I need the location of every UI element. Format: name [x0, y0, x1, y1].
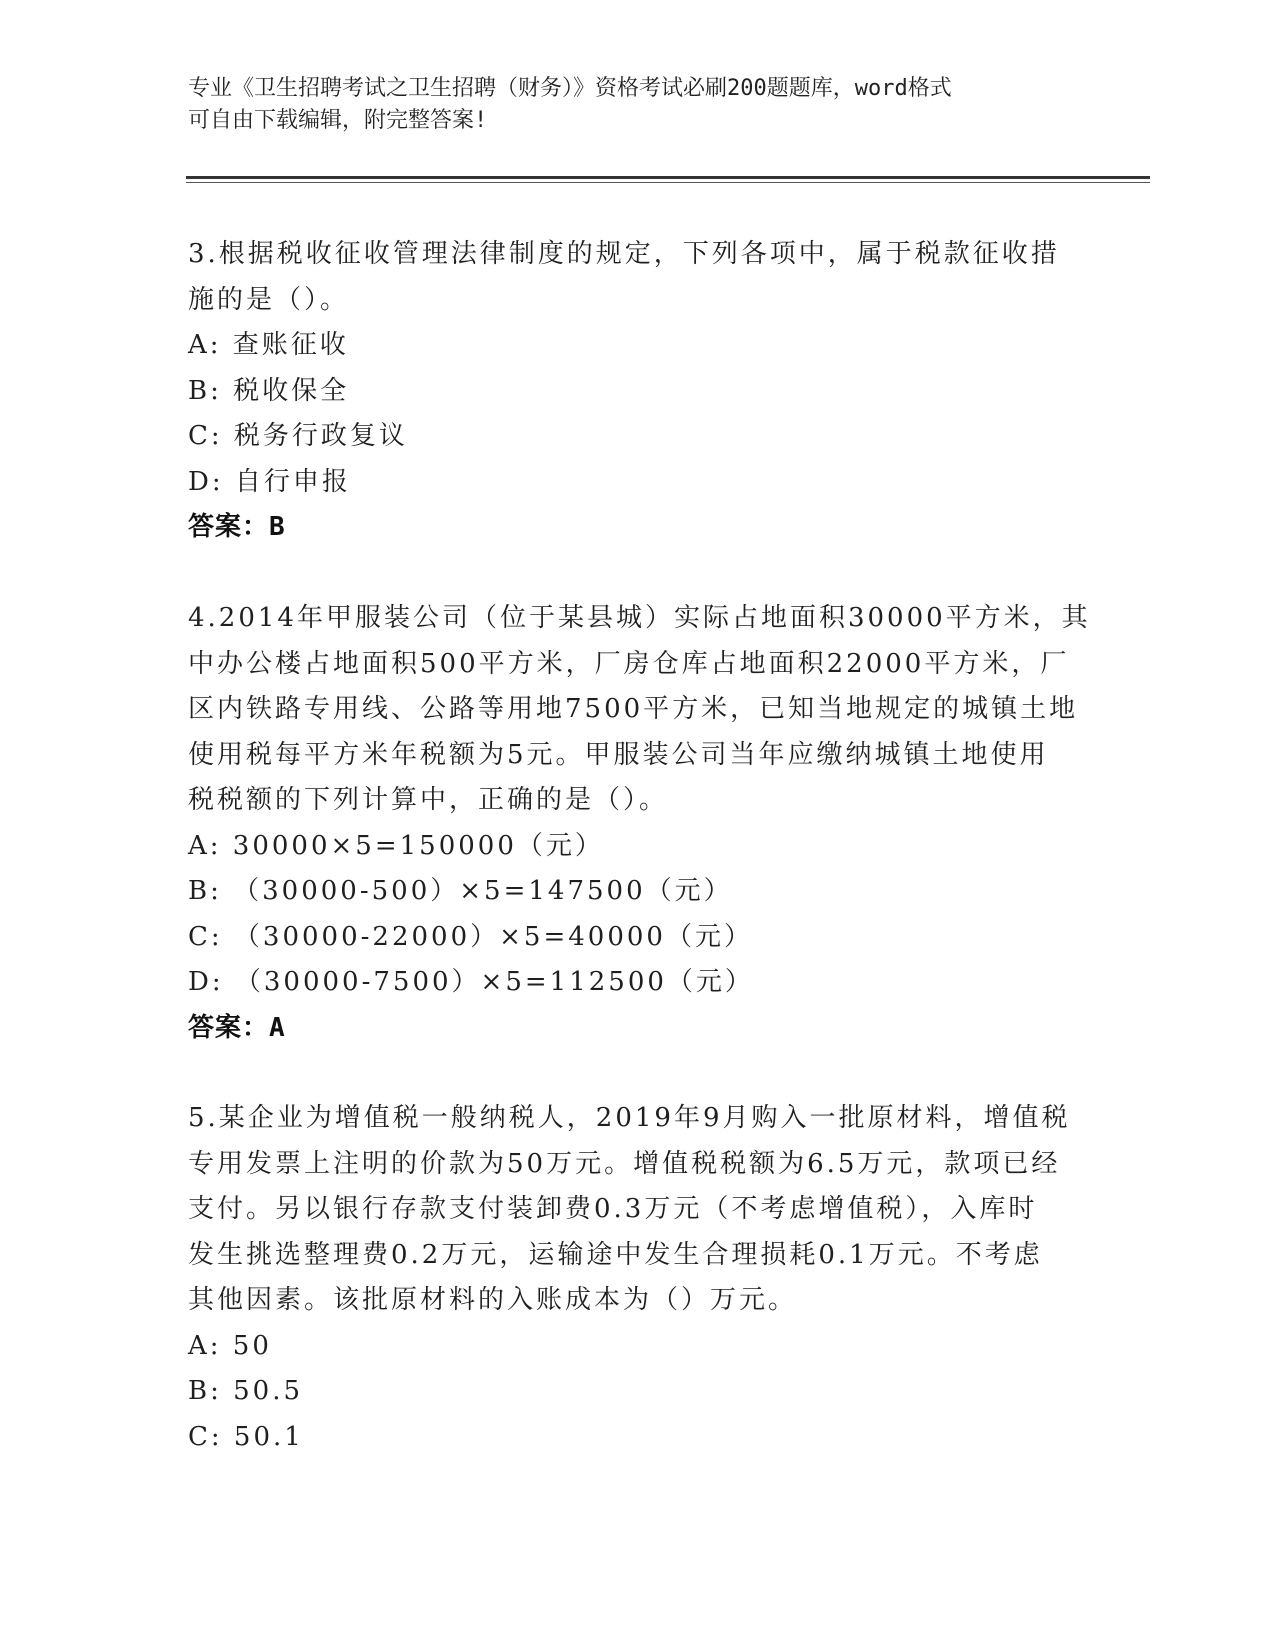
question-4: [188, 596, 1091, 1051]
option-d: D: （30000-7500）×5=112500（元）: [188, 967, 754, 997]
question-text-line: 其他因素。该批原材料的入账成本为（）万元。: [188, 1285, 798, 1315]
question-text-line: 支付。另以银行存款支付装卸费0.3万元（不考虑增值税），入库时: [188, 1194, 1038, 1224]
header-line-2: 可自由下载编辑，附完整答案!: [188, 108, 488, 133]
option-a: A: 查账征收: [188, 330, 349, 360]
option-b: B: 50.5: [188, 1376, 304, 1406]
question-text-line: 发生挑选整理费0.2万元，运输途中发生合理损耗0.1万元。不考虑: [188, 1239, 1043, 1270]
question-text-line: 4.2014年甲服装公司（位于某县城）实际占地面积30000平方米，其: [188, 603, 1091, 633]
question-text-line: 3.根据税收征收管理法律制度的规定，下列各项中，属于税款征收措: [188, 239, 1060, 269]
option-b: B: 税收保全: [188, 375, 350, 406]
question-text-line: 施的是（）。: [188, 284, 350, 315]
header-line-1: 专业《卫生招聘考试之卫生招聘（财务）》资格考试必刷200题题库，word格式: [188, 76, 952, 101]
option-c: C: 50.1: [188, 1421, 304, 1452]
question-text-line: 区内铁路专用线、公路等用地7500平方米，已知当地规定的城镇土地: [188, 694, 1079, 724]
question-text-line: 使用税每平方米年税额为5元。甲服装公司当年应缴纳城镇土地使用: [188, 739, 1049, 770]
question-5: [188, 1096, 1088, 1460]
option-c: C: 税务行政复议: [188, 421, 408, 451]
question-text-line: 5.某企业为增值税一般纳税人，2019年9月购入一批原材料，增值税: [188, 1103, 1071, 1133]
answer-label: 答案：A: [188, 1012, 286, 1043]
option-d: D: 自行申报: [188, 466, 351, 497]
option-b: B: （30000-500）×5=147500（元）: [188, 876, 733, 906]
option-a: A: 50: [188, 1330, 272, 1361]
question-text-line: 专用发票上注明的价款为50万元。增值税税额为6.5万元，款项已经: [188, 1148, 1061, 1179]
option-a: A: 30000×5=150000（元）: [188, 830, 604, 861]
question-3: [188, 232, 1088, 551]
option-c: C: （30000-22000）×5=40000（元）: [188, 921, 753, 952]
answer-label: 答案：B: [188, 512, 286, 542]
header-divider-thin: [186, 182, 1150, 183]
header-divider-thick: [186, 176, 1150, 179]
document-header: [188, 73, 1088, 137]
question-text-line: 税税额的下列计算中，正确的是（）。: [188, 785, 669, 815]
question-text-line: 中办公楼占地面积500平方米，厂房仓库占地面积22000平方米，厂: [188, 648, 1070, 679]
